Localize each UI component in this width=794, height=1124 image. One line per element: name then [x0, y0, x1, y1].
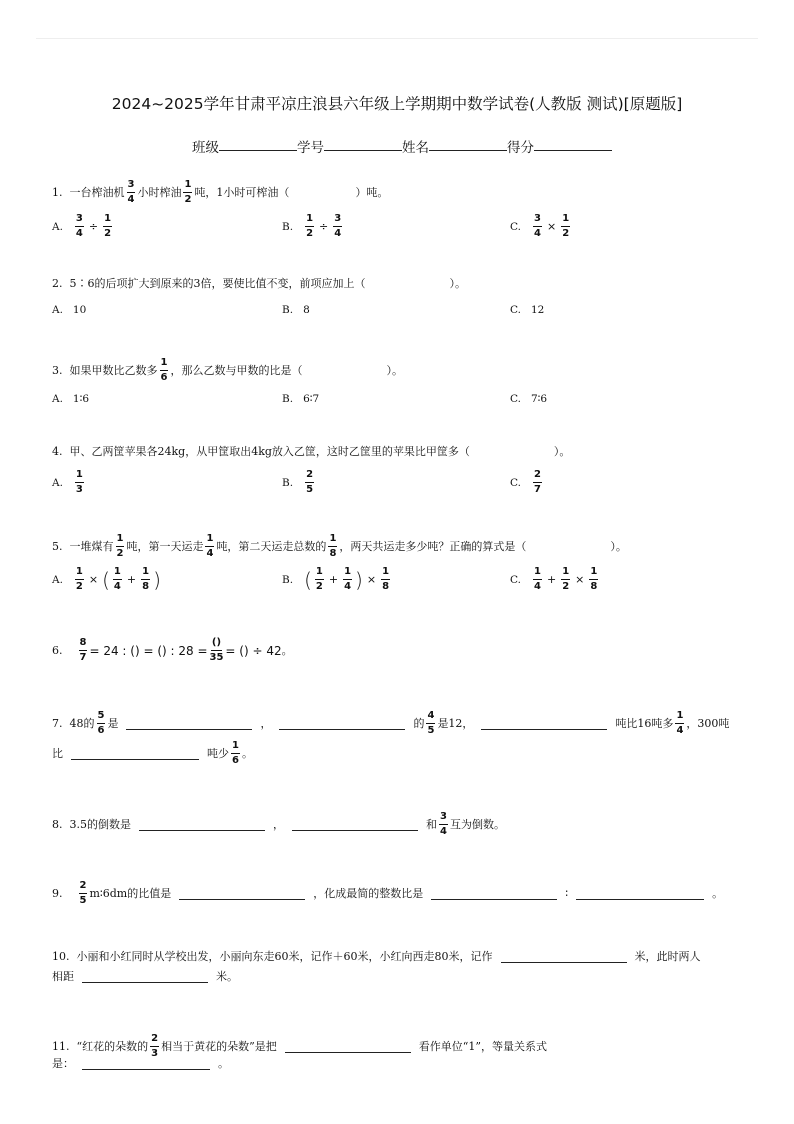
header-divider: [36, 38, 758, 39]
question-10-cont: [52, 970, 238, 983]
option-b[interactable]: B. 6∶7: [282, 393, 320, 405]
fraction: 3 4: [127, 179, 135, 205]
question-10: [52, 950, 701, 963]
question-text: ，两天共运走多少吨？正确的算式是（: [339, 540, 527, 553]
number-field[interactable]: [324, 136, 402, 151]
question-text: ）吨。: [355, 186, 389, 199]
question-text: 一台榨油机: [69, 186, 125, 199]
question-4: [52, 446, 570, 457]
option-a[interactable]: A. $\frac{1}{2}$ × ( 1 4 + $\frac{1}{8}$ ): [52, 566, 161, 592]
question-text: 吨，1小时可榨油（: [194, 186, 290, 199]
option-b[interactable]: B. ( 1 2 + $\frac{1}{4}$ ) × $\frac{1}{8}$: [282, 566, 390, 592]
answer-blank[interactable]: [139, 818, 265, 831]
question-5: 5. 一堆煤有 1 2 吨，第一天运走 1 4 吨，第二天运走总数的 1 8 ，两天共运走多少吨？正确的算式是（ ）。: [52, 533, 627, 559]
answer-blank[interactable]: [285, 1040, 411, 1053]
question-text: 吨少: [207, 747, 229, 760]
option-value: 1∶6: [72, 393, 90, 405]
option-value: 10: [72, 304, 87, 316]
number-label: 学号: [297, 140, 324, 156]
option-value: 8: [303, 304, 310, 316]
question-number: 10.: [52, 950, 70, 963]
question-6: 6. $\frac{8}{7}$ = 24 : () = () : 28 = () 35 = () ÷ 42 。: [52, 637, 293, 663]
question-9: 9. 2 5 m∶6dm的比值是 ，化成最简的整数比是 ∶ 。: [52, 880, 724, 906]
question-number: 1.: [52, 186, 63, 199]
question-text: 吨，第二天运走总数的: [216, 540, 327, 553]
question-text: 是：: [52, 1057, 74, 1070]
question-text: ，化成最简的整数比是: [313, 887, 424, 900]
math-expression: = 24 : () = () : 28 =: [89, 643, 208, 658]
question-text: m∶6dm的比值是: [89, 887, 172, 900]
question-text: 互为倒数。: [449, 818, 505, 831]
question-text: “红花的朵数的: [76, 1040, 149, 1053]
question-number: 7.: [52, 717, 63, 730]
option-c[interactable]: C. $\frac{3}{4}$ × $\frac{1}{2}$: [510, 213, 570, 239]
option-c[interactable]: C. 1 4 + $\frac{1}{2}$ × $\frac{1}{8}$: [510, 566, 598, 592]
question-text: 是12，: [437, 717, 474, 730]
option-b[interactable]: B. 8: [282, 304, 310, 316]
question-text: 5∶6的后项扩大到原来的3倍，要使比值不变，前项应加上（: [69, 277, 366, 290]
question-text: 看作单位“1”，等量关系式: [418, 1040, 547, 1053]
question-text: 比: [52, 747, 63, 760]
fraction: 1 2: [184, 179, 192, 205]
question-text: 的: [413, 717, 425, 730]
question-3: 3. 如果甲数比乙数多 1 6 ，那么乙数与甲数的比是（ ）。: [52, 357, 403, 383]
question-number: 4.: [52, 445, 63, 458]
question-text: 小时榨油: [137, 186, 182, 199]
question-2: [52, 278, 466, 289]
option-value: 7∶6: [531, 393, 548, 405]
option-label: A.: [52, 220, 63, 233]
question-text: 甲、乙两筐苹果各24kg，从甲筐取出4kg放入乙筐，这时乙筐里的苹果比甲筐多（: [69, 445, 470, 458]
question-number: 8.: [52, 818, 63, 831]
score-field[interactable]: [534, 136, 612, 151]
question-text: ）。: [386, 364, 403, 377]
answer-blank[interactable]: [481, 717, 607, 730]
option-value: 12: [531, 304, 545, 316]
question-11-cont: 是： 。: [52, 1057, 229, 1070]
question-7: 7. 48的 5 6 是 ， 的 4 5 是12， 吨比16吨多 1 4 ，300吨: [52, 710, 730, 736]
question-text: 48的: [69, 717, 95, 730]
answer-blank[interactable]: [179, 887, 305, 900]
question-text: 小丽和小红同时从学校出发，小丽向东走60米，记作＋60米，小红向西走80米，记作: [76, 950, 493, 963]
question-8: 8. 3.5的倒数是 ， 和 3 4 互为倒数。: [52, 811, 505, 837]
answer-blank[interactable]: [279, 717, 405, 730]
question-number: 5.: [52, 540, 63, 553]
option-a[interactable]: A. 1∶6: [52, 393, 90, 405]
name-label: 姓名: [402, 140, 429, 156]
question-number: 11.: [52, 1040, 70, 1053]
question-text: 和: [426, 818, 437, 831]
question-text: ）。: [449, 277, 466, 290]
question-text: 吨，第一天运走: [126, 540, 204, 553]
class-field[interactable]: [219, 136, 297, 151]
question-text: 米，此时两人: [634, 950, 701, 963]
math-expression: = () ÷ 42: [225, 643, 282, 658]
question-text: 吨比16吨多: [615, 717, 674, 730]
question-text: 是: [107, 717, 119, 730]
answer-blank[interactable]: [431, 887, 557, 900]
question-text: 3.5的倒数是: [69, 818, 131, 831]
option-a[interactable]: A. 1 3: [52, 469, 83, 495]
option-c[interactable]: C. 2 7: [510, 469, 541, 495]
question-text: 相距: [52, 970, 74, 983]
question-text: 如果甲数比乙数多: [69, 364, 158, 377]
option-label: C.: [510, 220, 521, 233]
option-c[interactable]: C. 7∶6: [510, 393, 548, 405]
option-value: 6∶7: [303, 393, 320, 405]
question-7-cont: 比 吨少 1 6 。: [52, 740, 253, 766]
question-text: 一堆煤有: [69, 540, 114, 553]
option-b[interactable]: B. $\frac{1}{2}$ ÷ $\frac{3}{4}$: [282, 213, 342, 239]
option-b[interactable]: B. 2 5: [282, 469, 314, 495]
question-text: 相当于黄花的朵数”是把: [161, 1040, 277, 1053]
score-label: 得分: [507, 140, 534, 156]
question-number: 3.: [52, 364, 63, 377]
question-number: 2.: [52, 277, 63, 290]
question-text: ）。: [553, 445, 571, 458]
answer-blank[interactable]: [126, 717, 252, 730]
option-a[interactable]: A. 10: [52, 304, 87, 316]
option-label: B.: [282, 220, 294, 233]
answer-blank[interactable]: [82, 970, 208, 983]
answer-blank[interactable]: [576, 887, 704, 900]
student-info-row: [192, 136, 612, 156]
answer-blank[interactable]: [82, 1057, 210, 1070]
class-label: 班级: [192, 140, 219, 156]
question-text: ，那么乙数与甲数的比是（: [170, 364, 303, 377]
question-11: 11. “红花的朵数的 2 3 相当于黄花的朵数”是把 看作单位“1”，等量关系式: [52, 1033, 547, 1059]
question-text: 米。: [216, 970, 238, 983]
question-text: ）。: [610, 540, 627, 553]
question-number: 9.: [52, 887, 63, 900]
question-number: 6.: [52, 644, 63, 657]
option-c[interactable]: C. 12: [510, 304, 545, 316]
option-a[interactable]: A. $\frac{3}{4}$ ÷ $\frac{1}{2}$: [52, 213, 112, 239]
name-field[interactable]: [429, 136, 507, 151]
question-text: ，300吨: [686, 717, 730, 730]
answer-blank[interactable]: [71, 747, 199, 760]
question-1: [52, 180, 388, 205]
exam-title: 2024~2025学年甘肃平凉庄浪县六年级上学期期中数学试卷(人教版 测试)[原题版]: [111, 95, 683, 113]
answer-blank[interactable]: [292, 818, 418, 831]
answer-blank[interactable]: [501, 950, 627, 963]
